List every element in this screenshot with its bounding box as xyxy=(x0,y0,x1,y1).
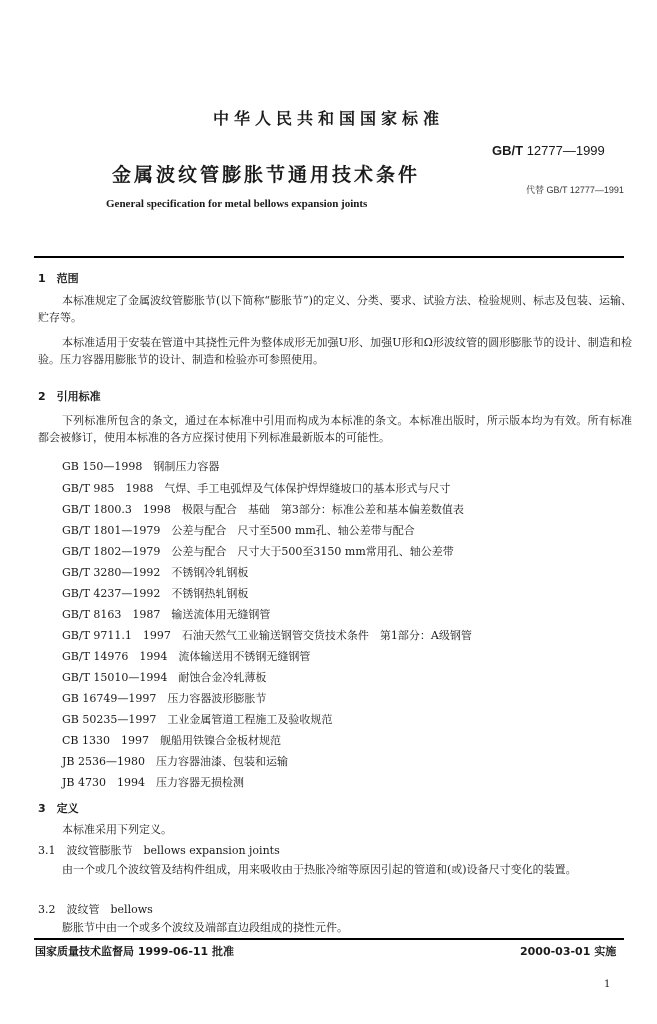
national-standard-title: 中华人民共和国国家标准 xyxy=(212,109,444,128)
reference-item: GB/T 15010—1994 耐蚀合金冷轧薄板 xyxy=(62,671,267,684)
reference-item: GB 16749—1997 压力容器波形膨胀节 xyxy=(62,692,267,705)
reference-item: GB 50235—1997 工业金属管道工程施工及验收规范 xyxy=(62,713,333,726)
section-1-paragraph-2: 本标准适用于安装在管道中其挠性元件为整体成形无加强U形、加强U形和Ω形波纹管的圆形膨胀节的设计、制造和检验。压力容器用膨胀节的设计、制造和检验亦可参照使用。 xyxy=(38,336,632,366)
implementation-date: 2000-03-01 实施 xyxy=(520,945,617,958)
reference-item: GB/T 8163 1987 输送流体用无缝钢管 xyxy=(62,608,271,621)
replaces-standard: 代替 GB/T 12777—1991 xyxy=(526,185,624,195)
footer-divider xyxy=(34,938,624,940)
reference-item: GB/T 1802—1979 公差与配合 尺寸大于500至3150 mm常用孔、轴公差带 xyxy=(62,545,454,558)
reference-item: GB/T 985 1988 气焊、手工电弧焊及气体保护焊焊缝坡口的基本形式与尺寸 xyxy=(62,482,451,495)
reference-item: GB/T 4237—1992 不锈钢热轧钢板 xyxy=(62,587,249,600)
standard-number xyxy=(492,143,605,158)
reference-item: GB/T 1800.3 1998 极限与配合 基础 第3部分：标准公差和基本偏差数值表 xyxy=(62,503,464,516)
standard-prefix: GB/T xyxy=(492,143,524,158)
reference-item: GB/T 14976 1994 流体输送用不锈钢无缝钢管 xyxy=(62,650,311,663)
section-2-heading: 2 引用标准 xyxy=(38,390,101,403)
issue-date: 国家质量技术监督局 1999-06-11 批准 xyxy=(35,945,235,958)
section-2-paragraph: 下列标准所包含的条文，通过在本标准中引用而构成为本标准的条文。本标准出版时，所示版本均为有效。所有标准都会被修订，使用本标准的各方应探讨使用下列标准最新版本的可能性。 xyxy=(38,414,632,444)
reference-item: GB/T 3280—1992 不锈钢冷轧钢板 xyxy=(62,566,249,579)
header-divider xyxy=(34,256,624,258)
section-3-heading: 3 定义 xyxy=(38,802,79,815)
reference-item: CB 1330 1997 舰船用铁镍合金板材规范 xyxy=(62,734,281,747)
definition-3-2-text: 膨胀节中由一个或多个波纹及端部直边段组成的挠性元件。 xyxy=(62,921,348,934)
definition-3-1-heading: 3.1 波纹管膨胀节 bellows expansion joints xyxy=(38,844,280,857)
reference-item: GB 150—1998 钢制压力容器 xyxy=(62,460,220,473)
standard-code: 12777—1999 xyxy=(526,143,605,158)
reference-item: JB 2536—1980 压力容器油漆、包装和运输 xyxy=(62,755,288,768)
section-3-paragraph: 本标准采用下列定义。 xyxy=(62,823,172,836)
definition-3-1-text: 由一个或几个波纹管及结构件组成，用来吸收由于热胀冷缩等原因引起的管道和(或)设备尺寸变化的装置。 xyxy=(62,863,577,876)
reference-item: JB 4730 1994 压力容器无损检测 xyxy=(62,776,244,789)
page-number: 1 xyxy=(604,979,611,990)
document-title-en: General specification for metal bellows expansion joints xyxy=(106,198,368,210)
section-1-paragraph-1: 本标准规定了金属波纹管膨胀节(以下简称“膨胀节”)的定义、分类、要求、试验方法、检验规则、标志及包装、运输、贮存等。 xyxy=(38,294,632,324)
section-1-heading: 1 范围 xyxy=(38,272,79,285)
reference-item: GB/T 9711.1 1997 石油天然气工业输送钢管交货技术条件 第1部分：A级钢管 xyxy=(62,629,472,642)
document-title-cn: 金属波纹管膨胀节通用技术条件 xyxy=(112,164,421,186)
definition-3-2-heading: 3.2 波纹管 bellows xyxy=(38,903,153,916)
reference-item: GB/T 1801—1979 公差与配合 尺寸至500 mm孔、轴公差带与配合 xyxy=(62,524,415,537)
